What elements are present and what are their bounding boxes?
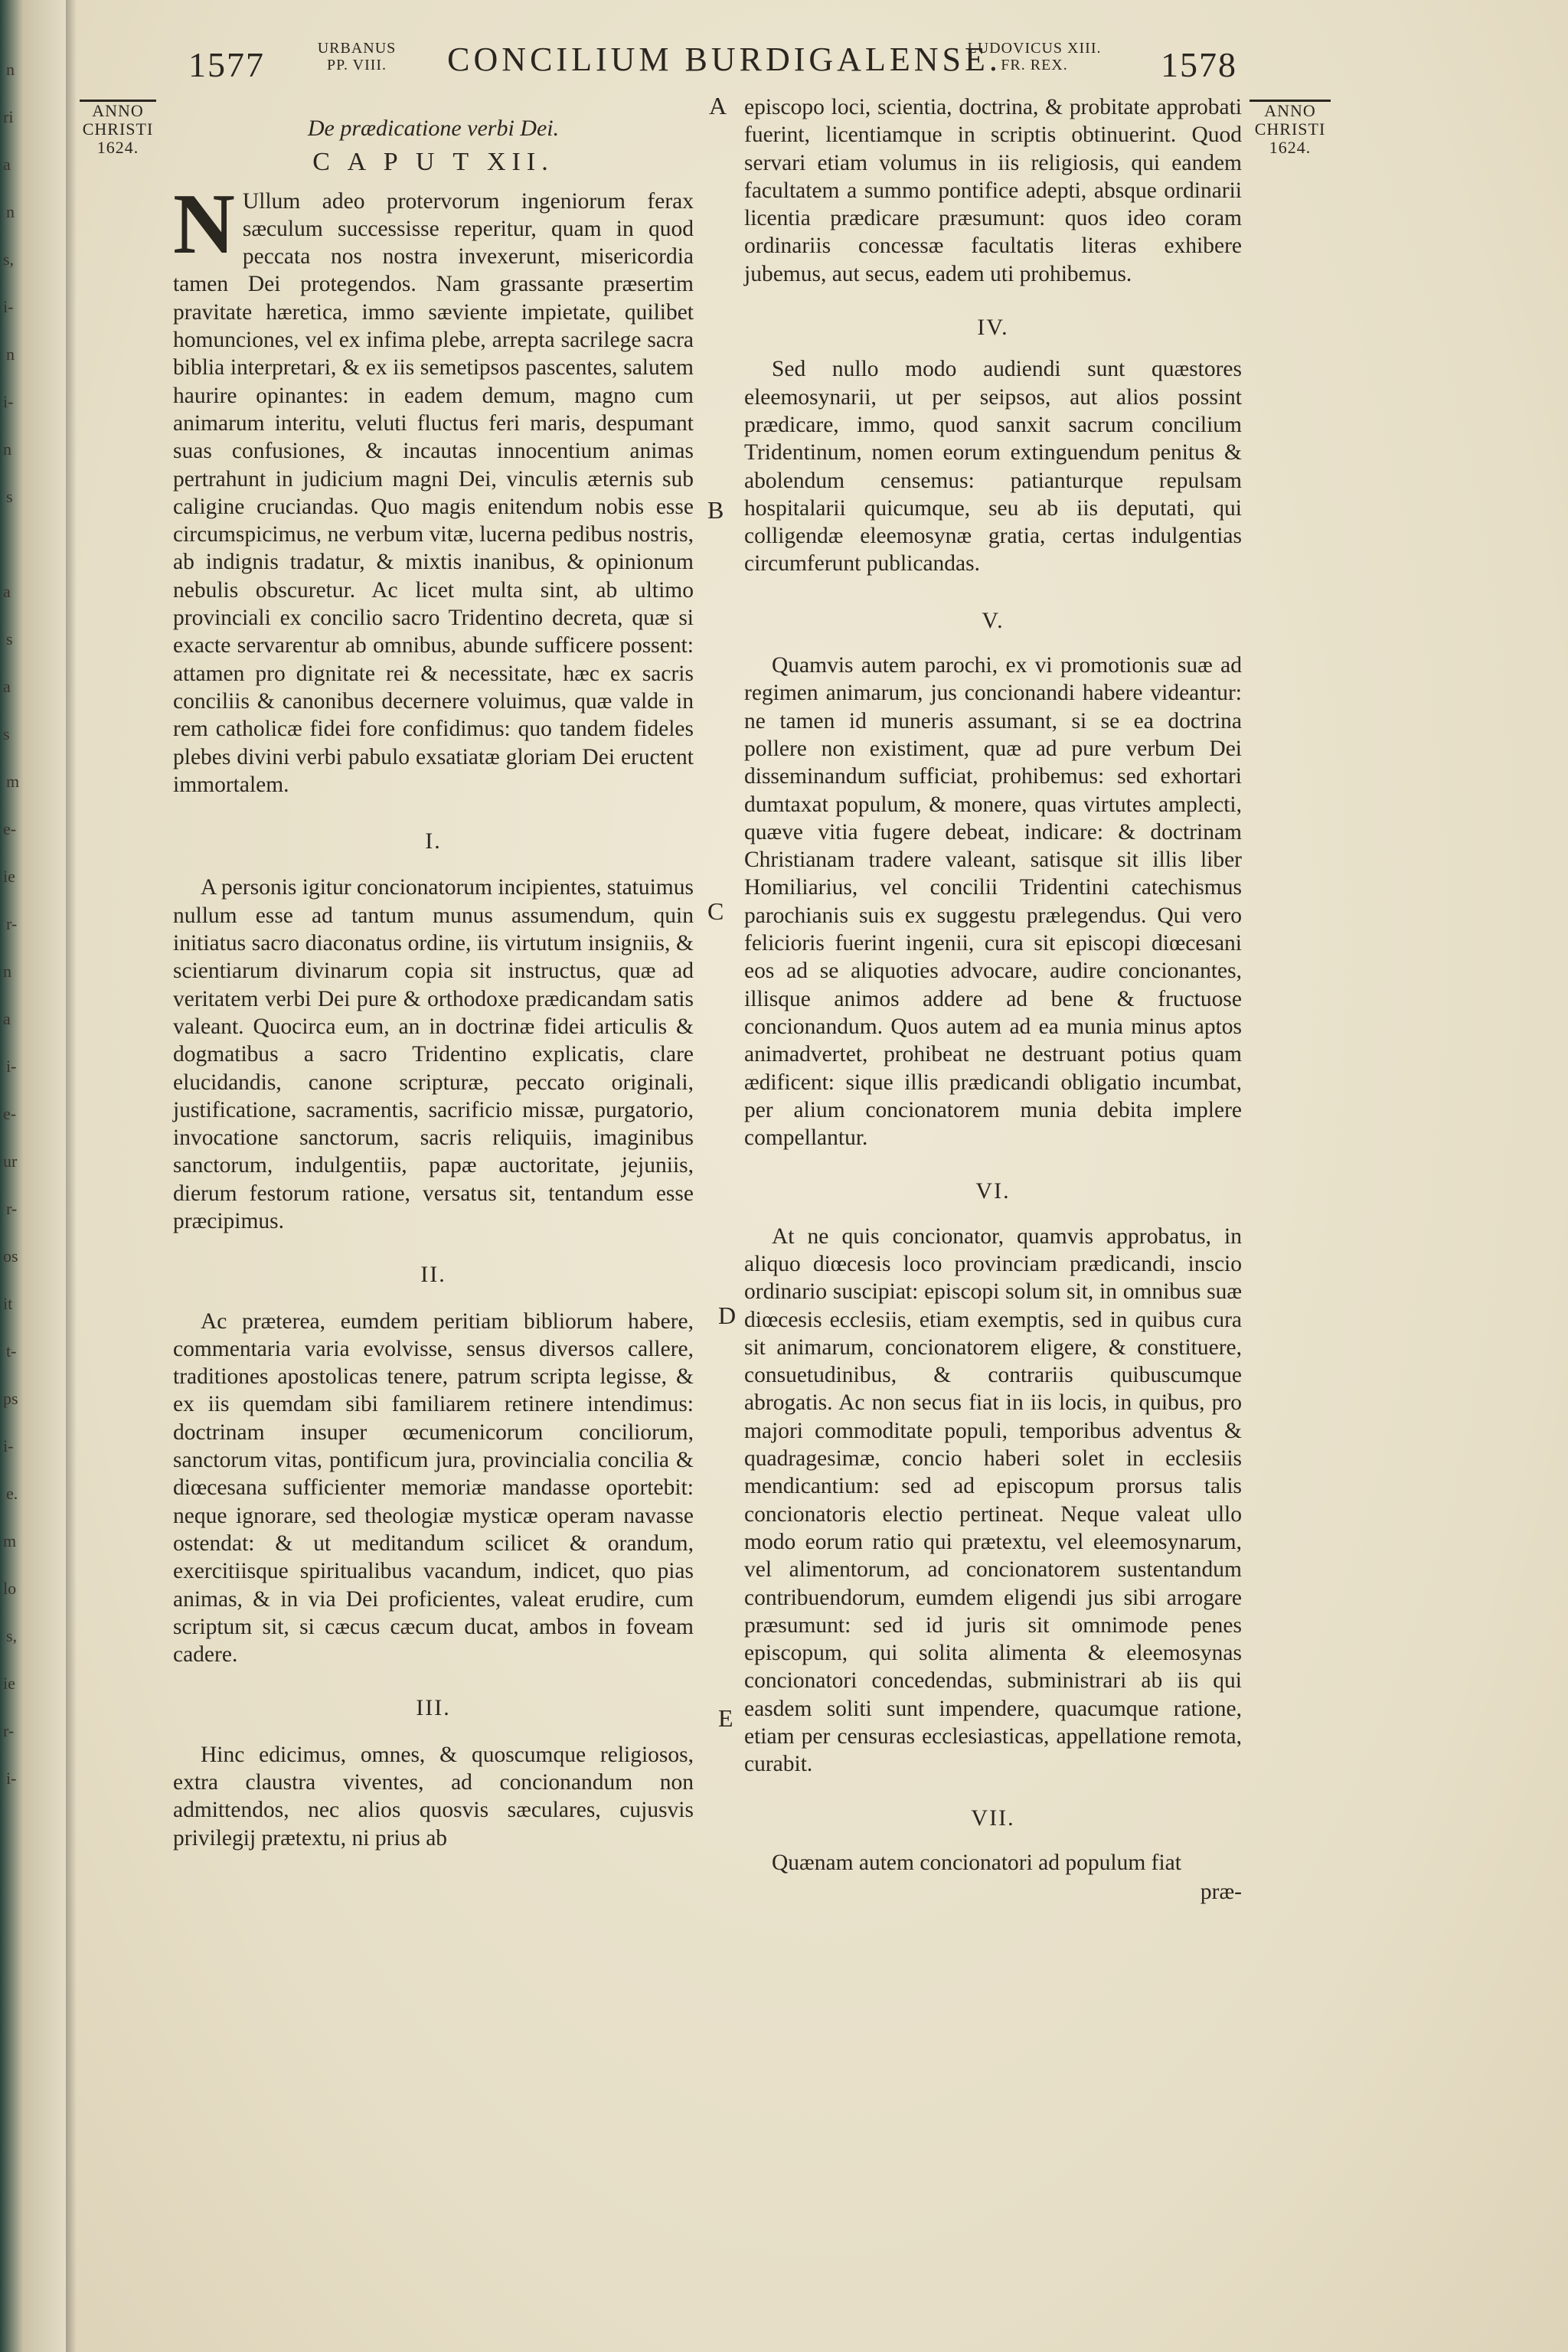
section-number-6: VI. (975, 1178, 1011, 1204)
adjacent-page-fragment: s (3, 724, 10, 743)
anno-christi-left: ANNO CHRISTI 1624. (80, 100, 156, 157)
catchword: præ- (1200, 1880, 1242, 1905)
section-number-2: II. (420, 1262, 446, 1288)
adjacent-page-fragment: ri (3, 107, 14, 126)
adjacent-page-fragment: n (6, 345, 15, 364)
adjacent-page-fragment: r- (6, 1199, 18, 1218)
running-title: CONCILIUM BURDIGALENSE. (447, 41, 1001, 78)
left-column (173, 115, 694, 1852)
adjacent-page-fragment: n (6, 202, 15, 221)
section-number-7: VII. (971, 1805, 1015, 1831)
page-number-left: 1577 (188, 45, 265, 84)
adjacent-page-fragment: i- (6, 1769, 17, 1788)
section-4-text: Sed nullo modo audiendi sunt quæstores eleemosynarii, ut per seipsos, aut alios possint prædicare, immo, quod sanxit sacrum concilium Tridentinum, nomen eorum extinguendum penitus & abolendum censemus: patianturque repulsam hospitalarii quicumque, seu ab iis deputati, qui colligendæ eleemosynæ gratia, certas indulgentias circumferunt publicandas. (744, 357, 1242, 577)
adjacent-page-fragment: a (3, 155, 11, 174)
right-column (744, 93, 1242, 1906)
king-label: LUDOVICUS XIII. FR. REX. (967, 40, 1102, 74)
continuation-text: episcopo loci, scientia, doctrina, & probitate approbati fuerint, licentiamque in scriptis obtinuerint. Quod servari etiam volumus in iis religiosis, qui eandem facultatem a summo pontifice adepti, absque ordinarii licentia prædicare præsumunt: quos ideo coram ordinariis concessæ facultatis literas exhibere jubemus, aut secus, eadem uti prohibemus. (744, 95, 1242, 286)
section-6-text: At ne quis concionator, quamvis approbatus, in aliquo diœcesis loco provinciam prædicandi, inscio ordinario suscipiat: episcopi solum sit, in omnibus suæ diœcesis ecclesiis, etiam exemptis, sed in quibus cura sit animarum, concionatorem eligere, & constituere, consuetudinibus, & contrariis quibuscumque abrogatis. Ac non secus fiat in iis locis, in quibus, pro majori commoditate populi, temporibus adventus & quadragesimæ, concio haberi solet in ecclesiis mendicantium: sed ad episcopum prorsus talis concionatoris electio pertineat. Neque valeat ullo modo eorum ratio qui prætextu, vel eleemosynarum, vel alimentorum, ad concionatorem sustentandum contribuendorum, eumdem eligendi jus sibi arrogare præsumunt: sed id juris sit omnimode penes episcopum, qui solita alimenta & eleemosynas concionatori concedendas, subministrari ab iis qui easdem soliti sunt impendere, quacumque ratione, etiam per censuras ecclesiasticas, appellatione remota, curabit. (744, 1223, 1242, 1777)
adjacent-page-fragment: n (3, 439, 11, 459)
drop-cap: N (173, 176, 235, 272)
section-3-text: Hinc edicimus, omnes, & quoscumque religiosos, extra claustra viventes, ad concionandum non admittendos, nec alios quosvis sæculares, cujusvis privilegij prætextu, ni prius ab (173, 1742, 694, 1851)
section-number-1: I. (425, 828, 442, 854)
margin-letter-c: C (707, 897, 724, 925)
section-number-3: III. (416, 1695, 451, 1721)
adjacent-page-fragment: a (3, 1009, 11, 1028)
adjacent-page-strip (0, 0, 66, 2352)
adjacent-page-fragment: ie (3, 867, 15, 886)
book-page (66, 0, 1568, 2352)
anno-christi-right: ANNO CHRISTI 1624. (1250, 100, 1331, 157)
intro-paragraph: N Ullum adeo protervorum ingeniorum ferax sæculum successisse reperitur, quam in quod peccata nos nostra invexerunt, misericordia tamen Dei protegendos. Nam grassante præsertim pravitate hæretica, immo sæviente impietate, quilibet homunciones, vel ex infima plebe, arrepta sacrilege sacra biblia interpretari, & ex iis semetipsos pascentes, salutem haurire opinantes: in eadem demum, magno cum animarum interitu, veluti fluctus feri maris, despumant suas confusiones, & incautas innocentium animas pertrahunt in judicium magni Dei, vinculis æternis sub caligine cruciandas. Quo magis enitendum nobis esse circumspicimus, ne verbum vitæ, lucerna pedibus nostris, ab indignis tradatur, & mixtis inanibus, & opinionum nebulis obscuretur. Ac licet multa sint, ab ultimo provinciali ex concilio sacro Tridentino decreta, quæ si exacte servarentur ab omnibus, abunde sufficere possent: attamen pro dignitate rei & necessitate, hæc ex sacris conciliis & canonibus decernere voluimus, quæ valde in rem catholicæ fidei fore confidimus: quo tandem fideles plebes divini verbi pabulo exsatiatæ gloriam Dei eructent immortalem. (173, 176, 694, 797)
chapter-rubric: De prædicatione verbi Dei. (307, 116, 560, 141)
section-5-text: Quamvis autem parochi, ex vi promotionis suæ ad regimen animarum, jus concionandi habere videantur: ne tamen id muneris assumant, si se ea doctrina pollere non existiment, quæ ad pure verbum Dei disseminandum sufficiat, prohibemus: sed exhortari dumtaxat populum, & monere, quas virtutes amplecti, quæve vitia fugere debeat, indicare: & doctrinam Christianam tradere valeant, satisque sit illis liber Homiliarius, vel concilii Tridentini catechismus parochianis suis ex suggestu prælegendus. Qui vero felicioris fuerint ingenii, cura sit episcopi diœcesani eos ad se aliquoties advocare, audire concionantes, illisque animos addere ad bene & fructuose concionandum. Quos autem ad ea munia minus aptos animadvertet, prohibeat ne destruant potius quam ædificent: sique illis prædicandi obligatio incumbat, per alium concionatorem munia debita implere compellantur. (744, 653, 1242, 1151)
page-number-right: 1578 (1161, 45, 1237, 84)
adjacent-page-fragment: r- (6, 914, 18, 933)
adjacent-page-fragment: e- (3, 1104, 17, 1123)
adjacent-page-fragment: n (6, 60, 15, 79)
gutter-shadow (66, 0, 77, 2352)
adjacent-page-fragment: s (6, 487, 13, 506)
adjacent-page-fragment: lo (3, 1579, 17, 1598)
adjacent-page-fragment: s, (3, 250, 15, 269)
section-2-text: Ac præterea, eumdem peritiam bibliorum habere, commentaria varia evolvisse, sensus diversos callere, traditiones apostolicas tenere, patrum scripta legisse, & ex iis quemdam sibi familiarem retinere intendimus: doctrinam insuper œcumenicorum conciliorum, sanctorum vitas, pontificum jura, provincialia concilia & diœcesana sufficienter memoriæ mandasse oportebit: neque ignorare, sed theologiæ mysticæ operam navasse ostendat: & ut meditandum scilicet & orandum, exercitiisque spiritualibus vacandum, indicet, quo pias animas, & in via Dei proficientes, valeat erudire, cum scriptum sit, si cæcus cæcum ducat, ambos in foveam cadere. (173, 1308, 694, 1668)
section-1-text: A personis igitur concionatorum incipientes, statuimus nullum esse ad tantum munus assumendum, quin initiatus sacro diaconatus ordine, iis virtutum insigniis, & scientiarum divinarum copia sit instructus, quæ ad veritatem verbi Dei pure & orthodoxe prædicandam satis valeant. Quocirca eum, an in doctrinæ fidei articulis & dogmatibus a sacro Tridentino explicatis, clare elucidandis, canone scripturæ, peccato originali, justificatione, sacramentis, sacrificio missæ, purgatorio, invocatione sanctorum, sacris reliquiis, imaginibus sanctorum, indulgentiis, papæ auctoritate, jejuniis, dierum festorum ratione, versatus sit, tentandum esse præcipimus. (173, 875, 694, 1233)
adjacent-page-fragment: ur (3, 1152, 18, 1171)
adjacent-page-fragment: i- (3, 297, 14, 316)
adjacent-page-fragment: a (3, 582, 11, 601)
section-number-5: V. (982, 607, 1004, 633)
adjacent-page-fragment: t- (6, 1341, 17, 1361)
adjacent-page-fragment: i- (3, 1436, 14, 1455)
adjacent-page-fragment: ps (3, 1389, 18, 1408)
adjacent-page-fragment: it (3, 1294, 13, 1313)
adjacent-page-fragment: os (3, 1246, 18, 1266)
adjacent-page-fragment: i- (3, 392, 14, 411)
adjacent-page-fragment: s, (6, 1626, 18, 1645)
adjacent-page-fragment: a (3, 677, 11, 696)
adjacent-page-fragment: ie (3, 1674, 15, 1693)
chapter-heading: C A P U T XII. (312, 148, 554, 177)
adjacent-page-fragment: e. (6, 1484, 18, 1503)
margin-letter-b: B (707, 496, 724, 524)
adjacent-page-fragment: e- (3, 819, 17, 838)
adjacent-page-fragment: m (6, 772, 20, 791)
adjacent-page-fragment: r- (3, 1721, 15, 1740)
adjacent-page-fragment: s (6, 629, 13, 648)
section-number-4: IV. (977, 315, 1009, 341)
margin-letter-d: D (718, 1302, 737, 1329)
adjacent-page-fragment: i- (6, 1057, 17, 1076)
margin-letter-e: E (718, 1704, 733, 1732)
adjacent-page-fragment: m (3, 1531, 17, 1550)
margin-letter-a: A (709, 92, 727, 119)
section-7-text: Quænam autem concionatori ad populum fiat (772, 1850, 1181, 1875)
pope-label: URBANUS PP. VIII. (317, 40, 397, 74)
adjacent-page-fragment: n (3, 962, 11, 981)
